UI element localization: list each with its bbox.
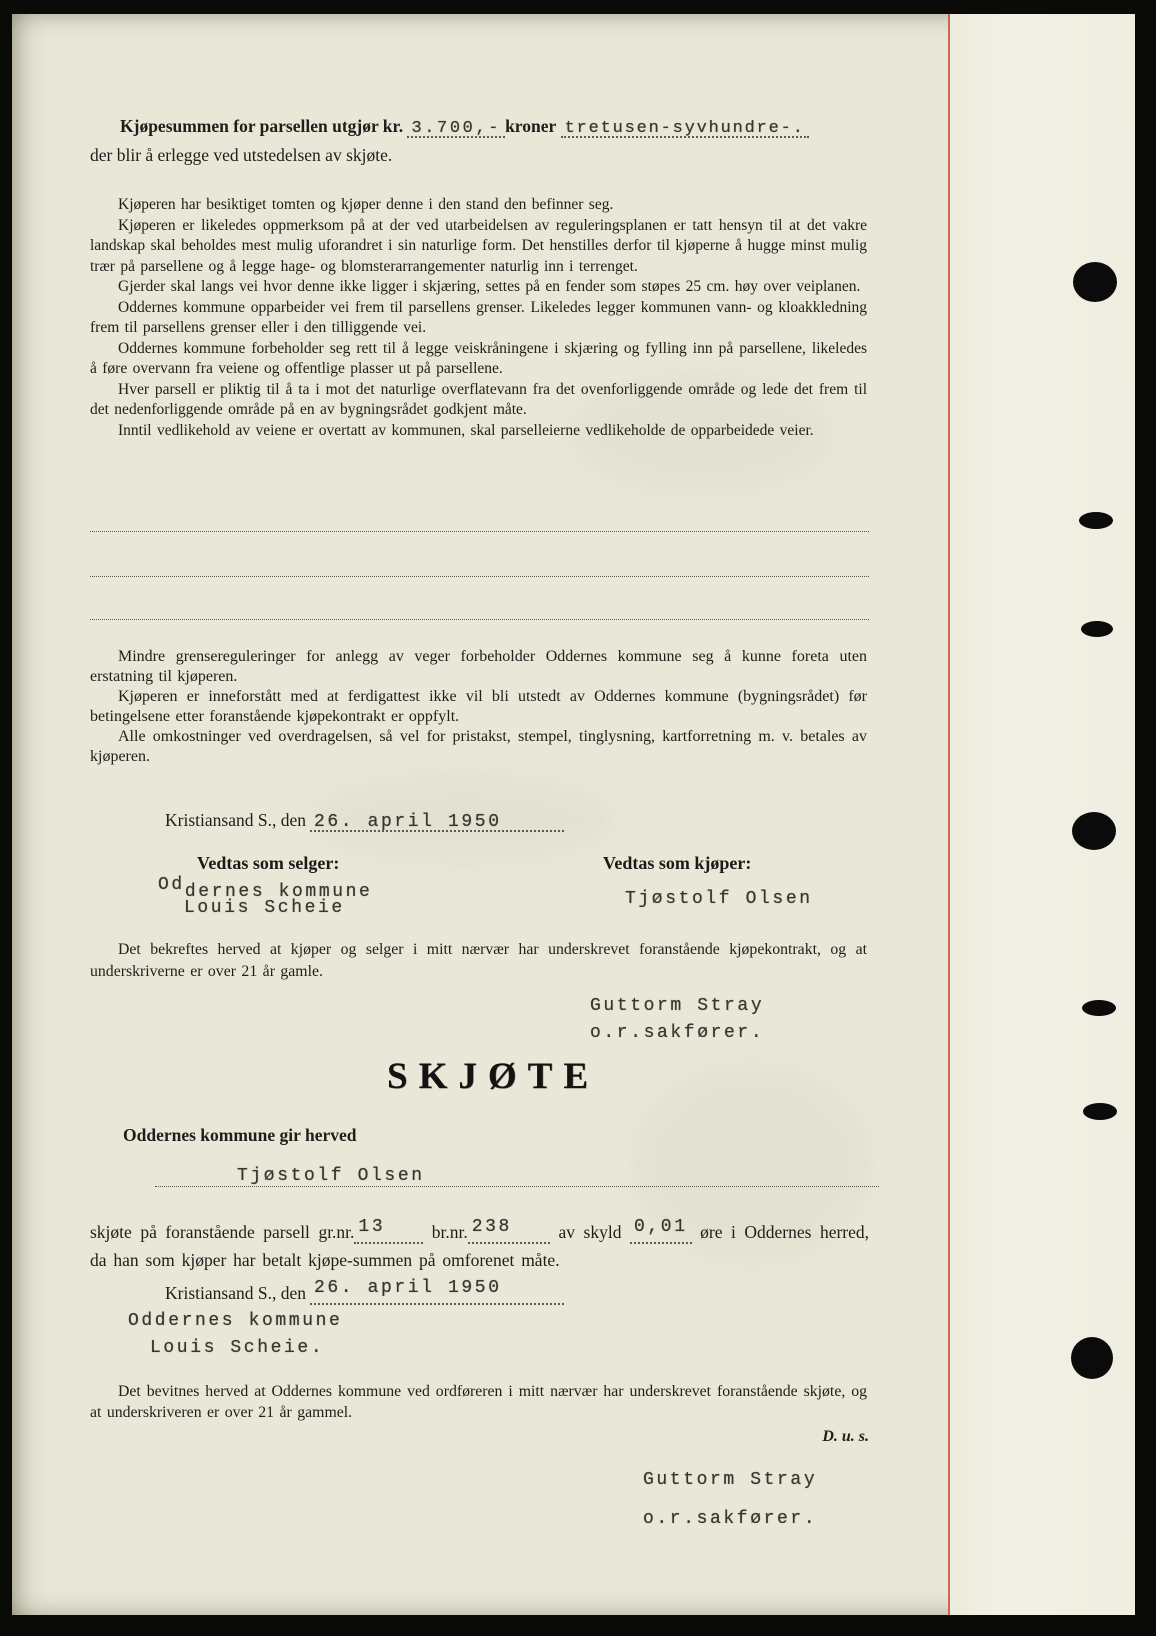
punch-hole <box>1082 1000 1116 1016</box>
conveyance-pre: skjøte på foranstående parsell gr.nr. <box>90 1222 355 1242</box>
deed-witness-statement: Det bevitnes herved at Oddernes kommune ved ordføreren i mitt nærvær har underskrevet foranstående skjøte, og at underskriveren er over 21 år gammel. <box>90 1383 867 1421</box>
typed-gnr: 13 <box>358 1217 386 1237</box>
punch-hole <box>1071 1337 1113 1379</box>
blank-dotted-rule <box>90 531 869 532</box>
sum-line-kroner: kroner <box>505 116 557 136</box>
sum-words-field <box>561 116 809 138</box>
contract-paragraph: Kjøperen er inneforstått med at ferdigattest ikke vil bli utstedt av Oddernes kommune (bygningsrådet) før betingelsene etter foranstående kjøpekontrakt er oppfylt. <box>90 688 867 725</box>
contract-conditions <box>90 195 867 441</box>
witness-title: o.r.sakfører. <box>590 1023 765 1043</box>
conveyance-post: øre i Oddernes herred, da han som kjøper har betalt kjøpe-summen på omforenet måte. <box>90 1222 870 1270</box>
contract-paragraph: Alle omkostninger ved overdragelsen, så vel for pristakst, stempel, tinglysning, kartforretning m. v. betales av kjøperen. <box>90 728 867 765</box>
date-field <box>310 1278 564 1305</box>
margin-red-line <box>948 14 950 1615</box>
deed-date-line <box>165 1278 564 1305</box>
seller-signature-org: dernes kommune <box>184 882 373 902</box>
deed-conveyance <box>90 1217 870 1273</box>
punch-hole <box>1081 621 1113 637</box>
contract-paragraph: Inntil vedlikehold av veiene er overtatt av kommunen, skal parselleierne vedlikeholde de opparbeidede veier. <box>118 421 814 439</box>
deed-title: SKJØTE <box>387 1056 599 1097</box>
seller-signature-person: Louis Scheie <box>184 898 345 918</box>
witness-name: Guttorm Stray <box>643 1470 818 1490</box>
witness-title: o.r.sakfører. <box>643 1509 818 1529</box>
date-field <box>310 813 564 832</box>
contract-witness-signature <box>590 993 764 1047</box>
typed-amount-words: tretusen-syvhundre-. <box>564 119 805 138</box>
contract-paragraph: Hver parsell er pliktig til å ta i mot det naturlige overflatevann fra det ovenforliggende område og lede det frem til det nedenforliggende område på en av bygningsrådet godkjent måte. <box>90 380 867 418</box>
buyer-acceptance-heading: Vedtas som kjøper: <box>603 853 752 873</box>
typed-skyld: 0,01 <box>634 1217 688 1237</box>
purchase-sum-line <box>120 116 910 138</box>
punch-hole <box>1079 512 1113 529</box>
sum-line-prefix: Kjøpesummen for parsellen utgjør kr. <box>120 116 404 136</box>
sum-amount-field <box>407 116 505 138</box>
typed-bnr: 238 <box>471 1217 512 1237</box>
witness-name: Guttorm Stray <box>590 996 765 1016</box>
date-place: Kristiansand S., den <box>165 1283 306 1303</box>
punch-hole <box>1083 1103 1117 1120</box>
punch-hole <box>1073 262 1117 302</box>
deed-signer-person: Louis Scheie. <box>150 1338 325 1358</box>
deed-signer-org: Oddernes kommune <box>128 1311 343 1331</box>
deed-intro: Oddernes kommune gir herved <box>123 1125 357 1145</box>
document-page <box>12 14 1135 1615</box>
purchase-sum-continuation: der blir å erlegge ved utstedelsen av skjøte. <box>90 145 393 165</box>
contract-paragraph: Oddernes kommune opparbeider vei frem til parsellens grenser. Likeledes legger kommunen vann- og kloakkledning frem til parsellens grenser eller i den tilliggende vei. <box>90 298 867 336</box>
date-place: Kristiansand S., den <box>165 810 306 830</box>
contract-terms <box>90 647 867 767</box>
contract-paragraph: Mindre grensereguleringer for anlegg av veger forbeholder Oddernes kommune seg å kunne foreta uten erstatning til kjøperen. <box>90 648 867 685</box>
typed-date: 26. april 1950 <box>313 812 502 832</box>
gnr-field <box>354 1217 423 1244</box>
contract-paragraph: Kjøperen er likeledes oppmerksom på at der ved utarbeidelsen av reguleringsplanen er tatt hensyn til at det vakre landskap skal beholdes mest mulig uforandret i sin naturlige form. Det henstilles derfor til kjøperne å hugge minst mulig trær på parsellene og å legge hage- og blomsterarrangementer naturlig inn i terrenget. <box>90 216 867 275</box>
typed-date: 26. april 1950 <box>313 1278 502 1298</box>
deed-dus: D. u. s. <box>822 1428 869 1445</box>
skyld-field <box>630 1217 692 1244</box>
seller-signature-org-prefix: Od <box>158 875 185 895</box>
deed-witness-signature <box>643 1461 817 1539</box>
bnr-field <box>468 1217 550 1244</box>
buyer-signature: Tjøstolf Olsen <box>625 889 813 909</box>
contract-paragraph: Kjøperen har besiktiget tomten og kjøper denne i den stand den befinner seg. <box>118 196 614 213</box>
typed-amount: 3.700,- <box>411 119 502 138</box>
contract-witness-statement: Det bekreftes herved at kjøper og selger i mitt nærvær har underskrevet foranstående kjøpekontrakt, og at underskriverne er over 21 år gamle. <box>90 941 867 980</box>
punch-hole <box>1072 812 1116 850</box>
seller-signature-block <box>158 875 373 918</box>
contract-paragraph: Oddernes kommune forbeholder seg rett til å legge veiskråningene i skjæring og fylling inn på parsellene, likeledes å føre overvann fra veiene og offentlige plasser ut på parsellene. <box>90 339 867 377</box>
contract-date-line <box>165 810 564 832</box>
blank-dotted-rule <box>90 619 869 620</box>
blank-dotted-rule <box>90 576 869 577</box>
contract-paragraph: Gjerder skal langs vei hvor denne ikke ligger i skjæring, settes på en fender som støpes 25 cm. høy over veiplanen. <box>118 278 861 295</box>
adjacent-page-edge <box>950 14 1135 1615</box>
conveyance-mid1: br.nr. <box>431 1222 468 1242</box>
seller-acceptance-heading: Vedtas som selger: <box>197 853 340 873</box>
grantee-line <box>155 1166 879 1187</box>
conveyance-mid2: av skyld <box>558 1222 622 1242</box>
grantee-name: Tjøstolf Olsen <box>237 1166 425 1186</box>
